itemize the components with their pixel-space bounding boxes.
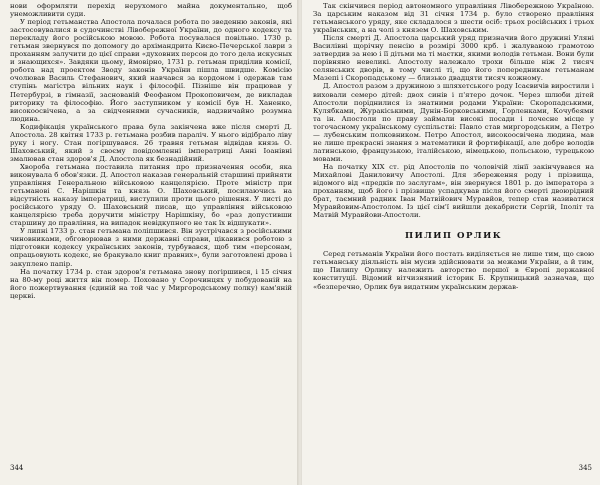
- right-page: [302, 0, 600, 485]
- paragraph: Так скінчився період автономного управління Лівобережною Україною. За царським наказом від 31 січня 1734 р. було створено правління гетьманського уряду, яке складалося з шести осіб: трьох російських і трьох українських, а на чолі з князем О. Шаховським.: [313, 2, 594, 35]
- paragraph: Кодифікація українського права була закінчена вже після смерті Д. Апостола. 28 квітня 1733 р. гетьмана розбив параліч. У нього відібрало ліву руку і ногу. Стан погіршувався. 26 травня гетьман відвідав князь О. Шаховський, який з своєму повідомленні імператриці Анні Іоанівні змалював стан здоров'я Д. Апостола як безнадійний.: [10, 122, 292, 163]
- page-number-right: 345: [578, 464, 592, 472]
- paragraph: Серед гетьманів України його постать виділяється не лише тим, що свою гетьманську діяльність він мусив здійснювати за межами України, а й тим, що Пилипу Орлику належить авторство першої в Європі державної конституції. Відомий вітчизняний історик Б. Крупницький зазначав, що «безперечно, Орлик був видатним українським держав-: [313, 250, 594, 291]
- paragraph: нови оформляти перехід нерухомого майна документально, щоб унеможливити суди.: [10, 2, 292, 19]
- paragraph: Хвороба гетьмана поставила питання про призначення особи, яка виконувала б обов'язки. Д. Апостол наказав генеральній старшині прийняти управління Генеральною військовою канцелярією. Проте міністр при гетьманові С. Нарішкін та князь О. Шаховський, посилаючись на відсутність наказу імператриці, виступили проти цього рішення. У листі до російського уряду О. Шаховський писав, що управління військовою канцелярією треба доручити міністру Нарішкіну, бо «раз допустивши старшину до правління, на випадок невідкупного не так їх відшукати».: [10, 162, 292, 228]
- left-page: [0, 0, 298, 485]
- paragraph: На початку XIX ст. рід Апостолів по чоловічій лінії закінчувався на Михайлові Даниловичу Апостолі. Для збереження роду і прізвища, відомого від «предків по заслугам», він звернувся 1801 р. до імператора з проханням, щоб його і прізвище успадкував після його смерті двоюрідний брат, таємний радник Іван Матвійович Муравйов, тепер став називатися Муравйовим-Апостолом. Із цієї сім'ї вийшли декабристи Сергій, Іполіт та Матвій Муравйови-Апостоли.: [313, 162, 594, 220]
- section-heading: ПИЛИП ОРЛИК: [404, 231, 503, 242]
- paragraph: Після смерті Д. Апостола царський уряд призначив його дружині Уляні Василівні щорічну пенсію в розмірі 3000 крб. і жалуваною грамотою затвердив за нею і її дітьми ма ті маєтки, якими володів гетьман. Вони були порівняно невеликі. Апостолу належало трохи більше ніж 2 тисяч селянських дворів, в тому числі ті, що його попередникам гетьманам Мазепі і Скоропадському — близько двадцяти тисяч кожному.: [313, 34, 594, 83]
- right-page-text: [313, 2, 594, 291]
- paragraph: Д. Апостол разом з дружиною з шляхетського роду Ісаєвичів виростили і виховали семеро дітей: двох синів і п'ятеро дочок. Через шлюби дітей Апостоли поріднилися із знатними родами України: Скоропадськими, Кулябками, Журакіськими, Дунін-Борковськими, Горленками, Кочубеями та ін. Апостоли по праву займали високі посади і почесне місце у тогочасному українському суспільстві: Павло став миргородським, а Петро — лубенським полковником. Петро Апостол, високоосвічена людина, мав не лише прекрасні знання з математики й фортифікації, але добре володів латинською, французькою, італійською, німецькою, польською, турецькою мовами.: [313, 82, 594, 163]
- paragraph: На початку 1734 р. стан здоров'я гетьмана знову погіршився, і 15 січня на 80-му році життя він помер. Поховано у Сорочинцях у побудованій на його пожертвування (єдиній на той час у Миргородському полку) кам'яній церкві.: [10, 267, 292, 300]
- paragraph: У період гетьманства Апостола почалася робота по зведенню законів, які застосовувалися в судочинстві Лівобережної України, до одного кодексу та перекладу його російською мовою. Робота посувалася повільно. 1730 р. гетьман звернувся по допомогу до архімандрита Києво-Печерської лаври з проханням залучити до цієї справи «духовних персон до того дела искусных и знающихся». Завдяки цьому, ймовірно, 1731 р. гетьман приділив комісії, робота над проектом Зводу законів України пішла швидше. Комісію очолював Василь Стефанович, який навчався за кордоном і одержав там ступінь магістра вільних наук і філософії. Пізніше він працював у Петербурзі, в гімназії, заснованій Феофаном Прокоповичем, де викладав риторику та філософію. Його заступником у комісії був Н. Ханенко, високоосвічена, а за свідченнями сучасників, надзвичайно розумна людина.: [10, 18, 292, 123]
- left-page-text: [10, 2, 292, 300]
- page-number-left: 344: [10, 464, 24, 472]
- paragraph: У липні 1733 р. стан гетьмана поліпшився. Він зустрічався з російськими чиновниками, обговорював з ними державні справи, цікавився роботою з підготовки кодексу українських законів, турбувався, щоб тим «персонам, опрацьовують кодекс, не бракувало книг правних», були заготовлені дрова і закуплено папір.: [10, 227, 292, 268]
